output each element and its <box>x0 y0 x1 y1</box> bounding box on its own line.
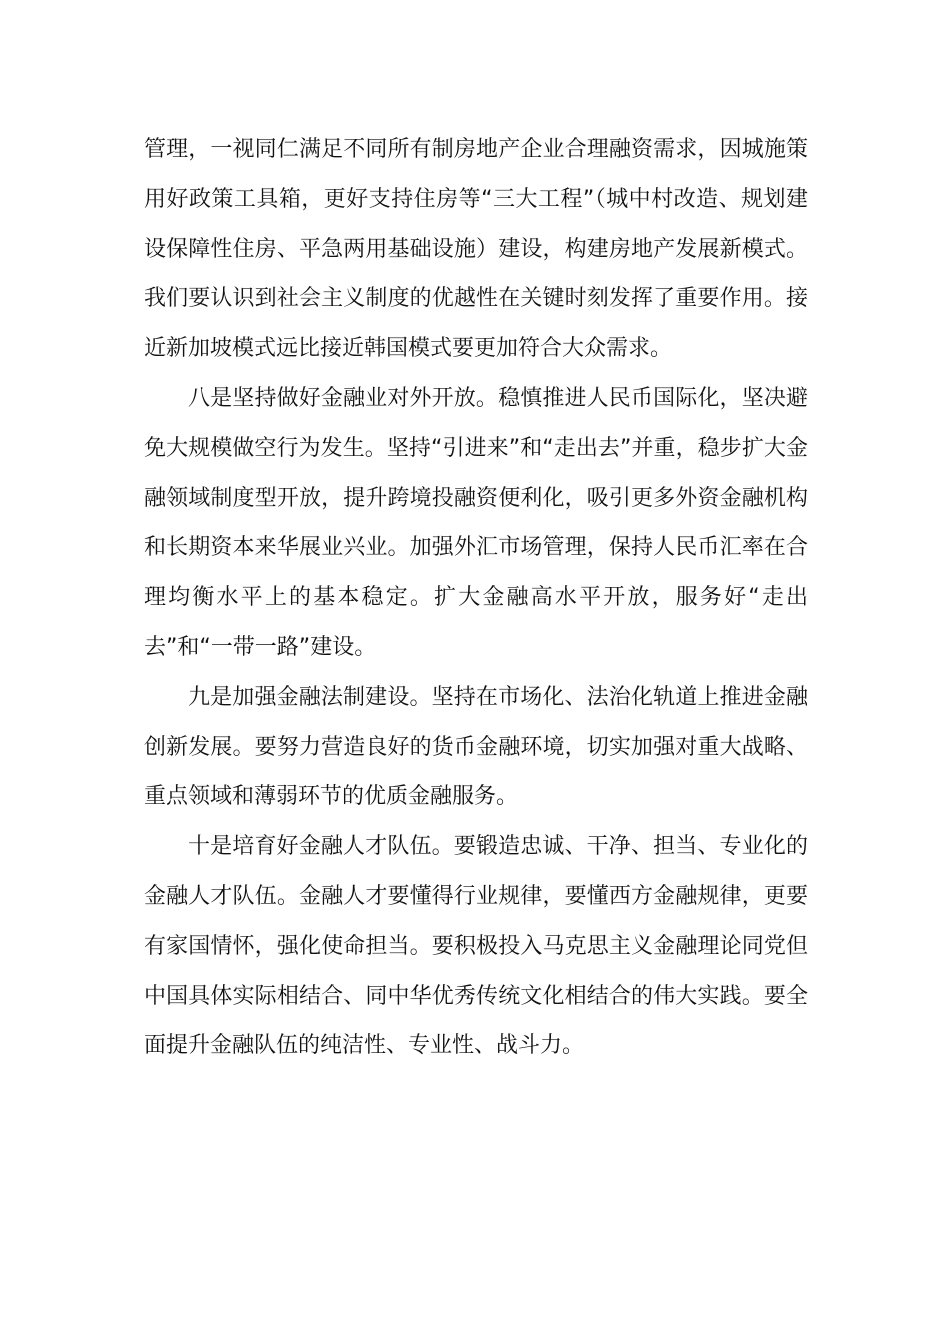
paragraph-nine-financial-legal-system: 九是加强金融法制建设。坚持在市场化、法治化轨道上推进金融创新发展。要努力营造良好的货币金融环境，切实加强对重大战略、重点领域和薄弱环节的优质金融服务。 <box>144 684 808 810</box>
paragraph-eight-financial-opening: 八是坚持做好金融业对外开放。稳慎推进人民币国际化，坚决避免大规模做空行为发生。坚持“引进来”和“走出去”并重，稳步扩大金融领域制度型开放，提升跨境投融资便利化，吸引更多外资金融机构和长期资本来华展业兴业。加强外汇市场管理，保持人民币汇率在合理均衡水平上的基本稳定。扩大金融高水平开放，服务好“走出去”和“一带一路”建设。 <box>144 385 808 660</box>
paragraph-continuation: 管理，一视同仁满足不同所有制房地产企业合理融资需求，因城施策用好政策工具箱，更好支持住房等“三大工程”（城中村改造、规划建设保障性住房、平急两用基础设施）建设，构建房地产发展新模式。我们要认识到社会主义制度的优越性在关键时刻发挥了重要作用。接近新加坡模式远比接近韩国模式要更加符合大众需求。 <box>144 137 808 362</box>
document-body <box>144 125 808 1071</box>
paragraph-ten-financial-talent: 十是培育好金融人才队伍。要锻造忠诚、干净、担当、专业化的金融人才队伍。金融人才要懂得行业规律，要懂西方金融规律，更要有家国情怀，强化使命担当。要积极投入马克思主义金融理论同党但中国具体实际相结合、同中华优秀传统文化相结合的伟大实践。要全面提升金融队伍的纯洁性、专业性、战斗力。 <box>144 834 808 1059</box>
